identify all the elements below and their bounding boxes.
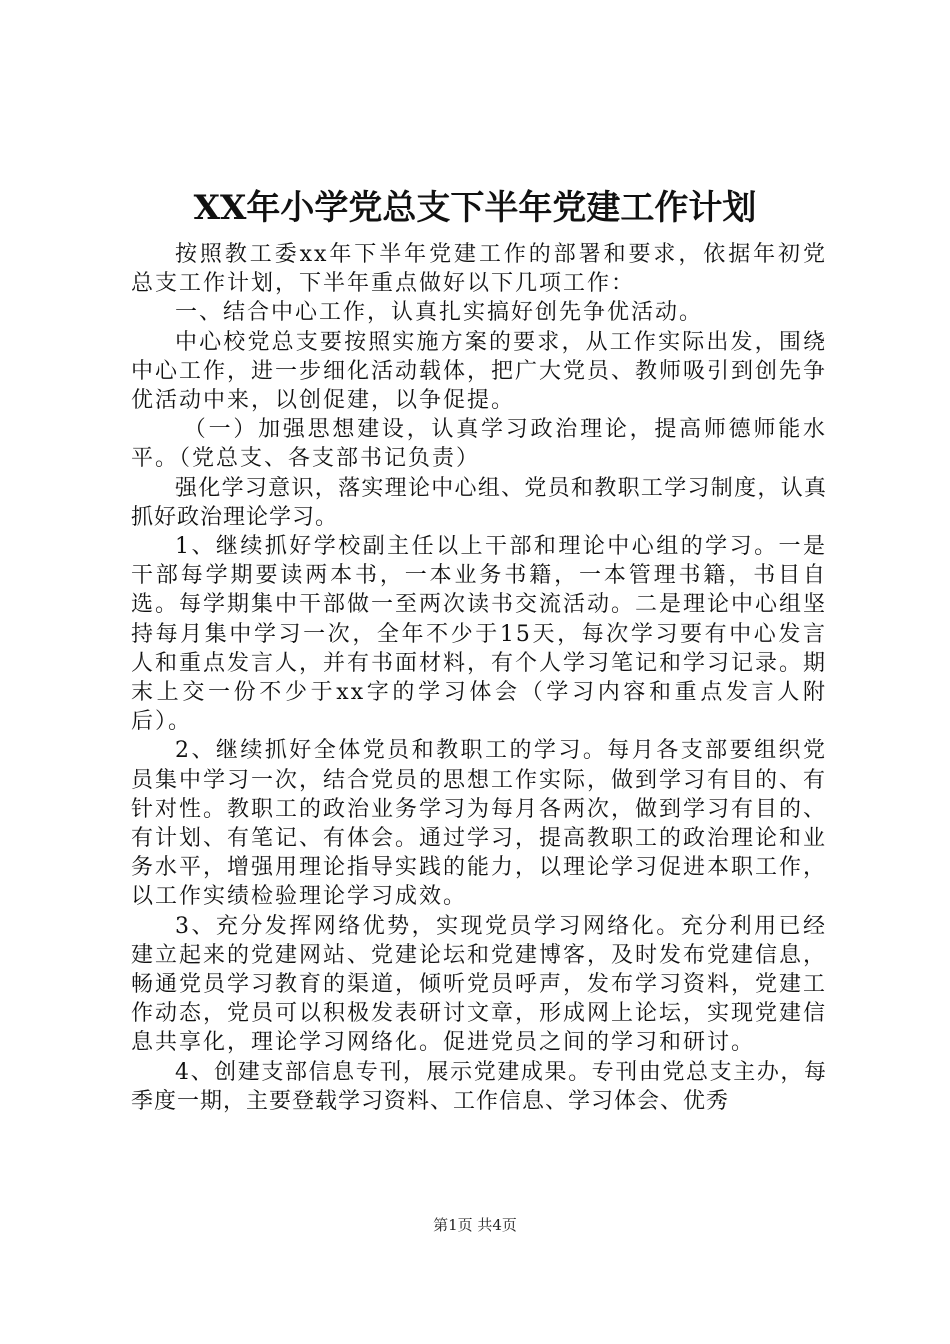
document-title: XX年小学党总支下半年党建工作计划	[193, 188, 757, 228]
paragraph-item-3: 3、充分发挥网络优势，实现党员学习网络化。充分利用已经建立起来的党建网站、党建论坛和党建博客，及时发布党建信息，畅通党员学习教育的渠道，倾听党员呼声，发布学习资料，党建工作动态，党员可以积极发表研讨文章，形成网上论坛，实现党建信息共享化，理论学习网络化。促进党员之间的学习和研讨。	[131, 913, 828, 1056]
paragraph-subsection-heading: （一）加强思想建设，认真学习政治理论，提高师德师能水平。（党总支、各支部书记负责）	[131, 417, 827, 472]
paragraph-item-2: 2、继续抓好全体党员和教职工的学习。每月各支部要组织党员集中学习一次，结合党员的思想工作实际，做到学习有目的、有针对性。教职工的政治业务学习为每月各两次，做到学习有目的、有计划、有笔记、有体会。通过学习，提高教职工的政治理论和业务水平，增强用理论指导实践的能力，以理论学习促进本职工作，以工作实绩检验理论学习成效。	[131, 738, 828, 910]
document-body	[131, 240, 827, 1116]
paragraph-section-body: 中心校党总支要按照实施方案的要求，从工作实际出发，围绕中心工作，进一步细化活动载体，把广大党员、教师吸引到创先争优活动中来，以创促建，以争促提。	[131, 329, 828, 414]
paragraph-item-1: 1、继续抓好学校副主任以上干部和理论中心组的学习。一是干部每学期要读两本书，一本业务书籍，一本管理书籍，书目自选。每学期集中干部做一至两次读书交流活动。二是理论中心组坚持每月集中学习一次，全年不少于15天，每次学习要有中心发言人和重点发言人，并有书面材料，有个人学习笔记和学习记录。期末上交一份不少于xx字的学习体会（学习内容和重点发言人附后）。	[131, 534, 828, 735]
paragraph-subsection-body: 强化学习意识，落实理论中心组、党员和教职工学习制度，认真抓好政治理论学习。	[131, 475, 827, 530]
paragraph-intro: 按照教工委xx年下半年党建工作的部署和要求，依据年初党总支工作计划，下半年重点做好以下几项工作：	[131, 242, 827, 297]
paragraph-section-heading: 一、结合中心工作，认真扎实搞好创先争优活动。	[175, 300, 704, 326]
page-indicator: 第1页 共4页	[433, 1216, 517, 1234]
paragraph-item-4: 4、创建支部信息专刊，展示党建成果。专刊由党总支主办，每季度一期，主要登载学习资料、工作信息、学习体会、优秀	[131, 1059, 827, 1114]
